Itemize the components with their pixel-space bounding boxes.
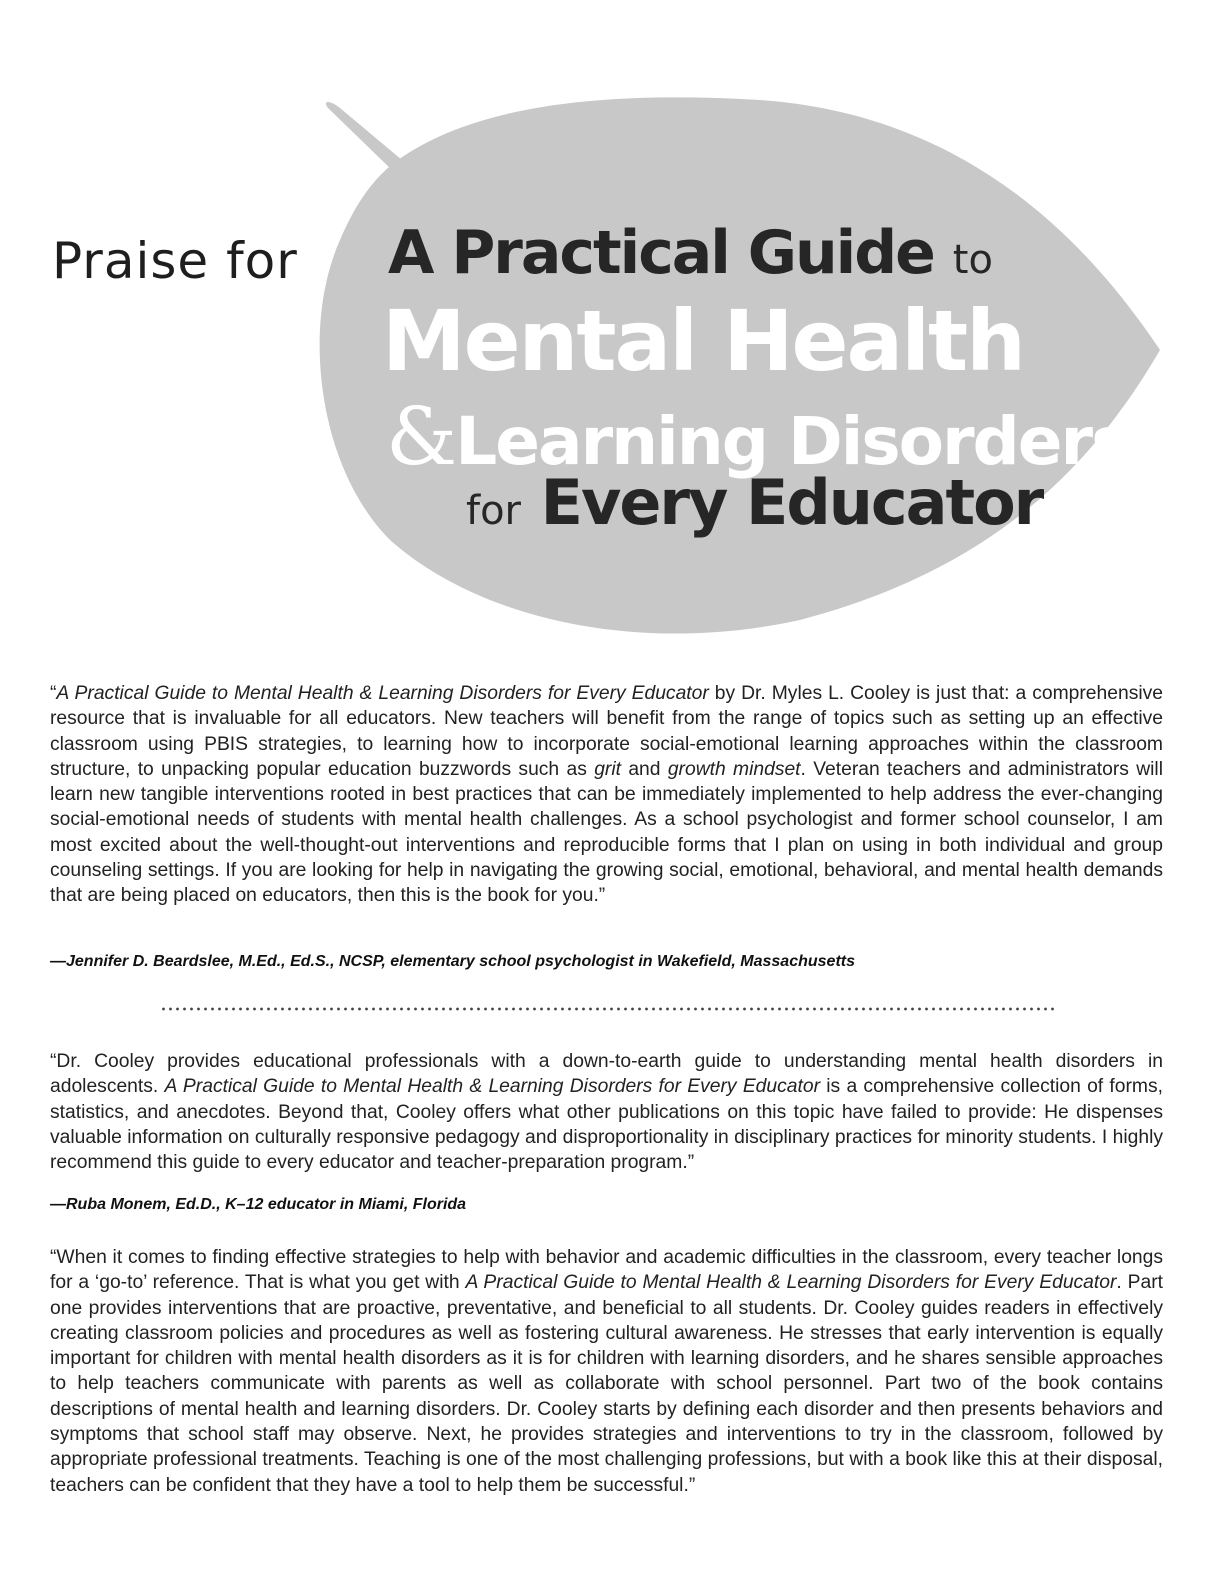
testimonial-quote-2: [50, 1049, 1163, 1175]
quote-text: is a comprehensive collection of forms, statistics, and anecdotes. Beyond that, Cooley offers what other publications on this topic have failed to provide: He dispenses valuable information on culturally responsive pedagogy and disproportionality in disciplinary practices for minority students. I highly recommend this guide to every educator and teacher-preparation program.”: [50, 1076, 1163, 1174]
testimonial-quote-1: [50, 681, 1163, 909]
leaf-stem: [326, 102, 402, 170]
italic-text: A Practical Guide to Mental Health & Learning Disorders for Every Educator: [164, 1076, 820, 1098]
quote-text: “Dr. Cooley provides educational professionals with a down-to-earth guide to understanding mental health disorders in adolescents.: [50, 1051, 1163, 1098]
quote-text: “: [50, 683, 57, 704]
title-text: A Practical Guide: [388, 218, 934, 288]
italic-text: grit: [594, 758, 621, 780]
testimonial-quote-3: [50, 1245, 1163, 1498]
quote-text: . Part one provides interventions that are proactive, preventative, and beneficial to all students. Dr. Cooley guides readers in effectively creating classroom policies and procedures as well as fostering cultural awareness. He stresses that early intervention is equally important for children with mental health disorders as it is for children with learning disorders, and he shares sensible approaches to help teachers communicate with parents as well as collaborate with school personnel. Part two of the book contains descriptions of mental health and learning disorders. Dr. Cooley starts by defining each disorder and then presents behaviors and symptoms that school staff may observe. Next, he provides strategies and interventions to try in the classroom, followed by appropriate professional treatments. Teaching is one of the most challenging professions, but with a book like this at their disposal, teachers can be confident that they have a tool to help them be successful.”: [50, 1272, 1163, 1496]
title-text: Learning Disorders: [455, 403, 1129, 480]
testimonial-attribution-2: —Ruba Monem, Ed.D., K–12 educator in Miami, Florida: [50, 1196, 467, 1213]
praise-for-label: Praise for: [52, 232, 298, 290]
title-line-1: [388, 218, 993, 288]
testimonial-attribution-1: —Jennifer D. Beardslee, M.Ed., Ed.S., NCSP, elementary school psychologist in Wakefield, Massachusetts: [50, 953, 855, 970]
title-line-2: Mental Health: [382, 292, 1024, 390]
quote-text: by Dr. Myles L. Cooley is just that: a comprehensive resource that is invaluable for all educators. New teachers will benefit from the range of topics such as setting up an effective classroom using PBIS strategies, to learning how to incorporate social-emotional learning approaches within the classroom structure, to unpacking popular education buzzwords such as: [50, 683, 1163, 780]
title-for: for: [466, 488, 521, 534]
quote-text: and: [620, 758, 668, 780]
italic-text: A Practical Guide to Mental Health & Learning Disorders for Every Educator: [465, 1272, 1117, 1294]
dotted-divider: [160, 1007, 1055, 1011]
italic-text: growth mindset: [667, 758, 801, 780]
quote-text: “When it comes to finding effective strategies to help with behavior and academic difficulties in the classroom, every teacher longs for a ‘go-to’ reference. That is what you get with: [50, 1247, 1163, 1294]
title-to: to: [952, 237, 993, 283]
quote-text: . Veteran teachers and administrators will learn new tangible interventions rooted in best practices that can be immediately implemented to help address the ever-changing social-emotional needs of students with mental health challenges. As a school psychologist and former school counselor, I am most excited about the well-thought-out interventions and reproducible forms that I plan on using in both individual and group counseling settings. If you are looking for help in navigating the growing social, emotional, behavioral, and mental health demands that are being placed on educators, then this is the book for you.”: [50, 758, 1163, 907]
title-line-4: [466, 466, 1042, 539]
title-text: Every Educator: [540, 466, 1043, 539]
italic-text: A Practical Guide to Mental Health & Learning Disorders for Every Educator: [56, 683, 709, 704]
ampersand: &: [386, 390, 456, 483]
